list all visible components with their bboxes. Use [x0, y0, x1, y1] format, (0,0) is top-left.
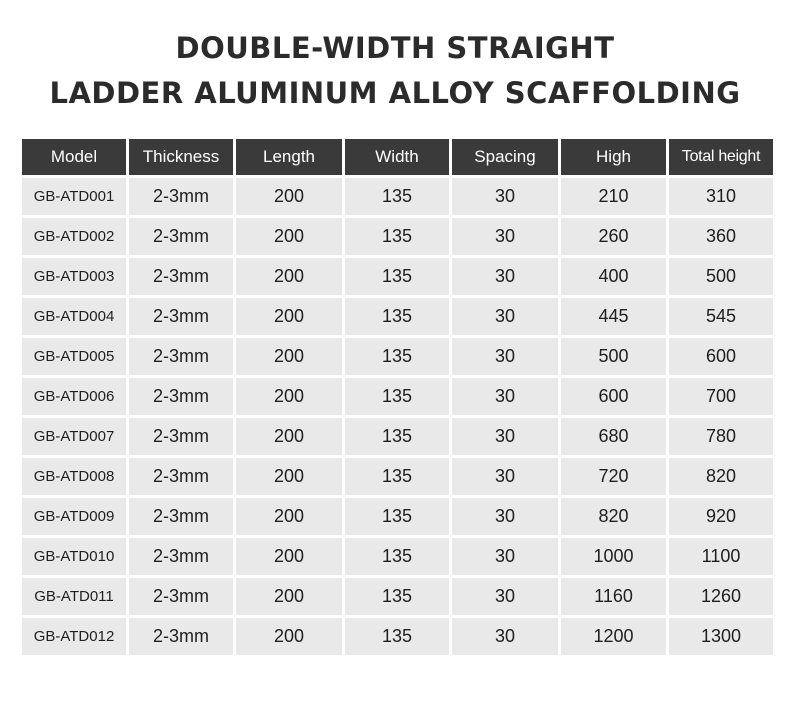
cell-length: 200 [236, 458, 342, 495]
cell-thickness: 2-3mm [129, 498, 233, 535]
cell-spacing: 30 [452, 578, 558, 615]
cell-length: 200 [236, 258, 342, 295]
cell-total-height: 360 [669, 218, 773, 255]
cell-thickness: 2-3mm [129, 218, 233, 255]
cell-spacing: 30 [452, 538, 558, 575]
spec-table-body [22, 178, 773, 655]
table-row [22, 258, 773, 295]
cell-width: 135 [345, 498, 449, 535]
cell-model: GB-ATD011 [22, 578, 126, 615]
column-header-thickness: Thickness [129, 139, 233, 175]
cell-total-height: 500 [669, 258, 773, 295]
cell-length: 200 [236, 338, 342, 375]
cell-total-height: 780 [669, 418, 773, 455]
table-row [22, 218, 773, 255]
cell-high: 680 [561, 418, 666, 455]
cell-high: 1200 [561, 618, 666, 655]
cell-length: 200 [236, 538, 342, 575]
cell-width: 135 [345, 298, 449, 335]
cell-high: 1160 [561, 578, 666, 615]
cell-width: 135 [345, 218, 449, 255]
cell-model: GB-ATD009 [22, 498, 126, 535]
cell-length: 200 [236, 418, 342, 455]
cell-total-height: 700 [669, 378, 773, 415]
table-row [22, 298, 773, 335]
cell-total-height: 820 [669, 458, 773, 495]
page-title-line-2: LADDER ALUMINUM ALLOY SCAFFOLDING [49, 76, 741, 110]
cell-thickness: 2-3mm [129, 258, 233, 295]
cell-model: GB-ATD002 [22, 218, 126, 255]
cell-thickness: 2-3mm [129, 618, 233, 655]
cell-spacing: 30 [452, 418, 558, 455]
cell-thickness: 2-3mm [129, 338, 233, 375]
spec-table [19, 136, 776, 658]
cell-total-height: 1300 [669, 618, 773, 655]
cell-model: GB-ATD012 [22, 618, 126, 655]
cell-high: 1000 [561, 538, 666, 575]
cell-width: 135 [345, 578, 449, 615]
table-row [22, 618, 773, 655]
cell-length: 200 [236, 298, 342, 335]
cell-spacing: 30 [452, 218, 558, 255]
cell-total-height: 545 [669, 298, 773, 335]
cell-total-height: 1100 [669, 538, 773, 575]
cell-width: 135 [345, 178, 449, 215]
cell-total-height: 310 [669, 178, 773, 215]
cell-spacing: 30 [452, 338, 558, 375]
cell-spacing: 30 [452, 178, 558, 215]
cell-thickness: 2-3mm [129, 458, 233, 495]
cell-thickness: 2-3mm [129, 538, 233, 575]
spec-table-header [22, 139, 773, 175]
cell-model: GB-ATD008 [22, 458, 126, 495]
cell-thickness: 2-3mm [129, 178, 233, 215]
cell-spacing: 30 [452, 378, 558, 415]
cell-model: GB-ATD003 [22, 258, 126, 295]
column-header-spacing: Spacing [452, 139, 558, 175]
cell-width: 135 [345, 618, 449, 655]
cell-spacing: 30 [452, 498, 558, 535]
cell-total-height: 1260 [669, 578, 773, 615]
cell-model: GB-ATD006 [22, 378, 126, 415]
cell-spacing: 30 [452, 298, 558, 335]
column-header-total-height: Total height [669, 139, 773, 175]
table-row [22, 378, 773, 415]
cell-high: 210 [561, 178, 666, 215]
header-row [22, 139, 773, 175]
cell-model: GB-ATD001 [22, 178, 126, 215]
cell-high: 600 [561, 378, 666, 415]
cell-length: 200 [236, 618, 342, 655]
cell-width: 135 [345, 378, 449, 415]
cell-width: 135 [345, 338, 449, 375]
cell-thickness: 2-3mm [129, 378, 233, 415]
cell-high: 260 [561, 218, 666, 255]
cell-spacing: 30 [452, 618, 558, 655]
table-row [22, 578, 773, 615]
table-row [22, 538, 773, 575]
cell-width: 135 [345, 418, 449, 455]
page-title-line-1: DOUBLE-WIDTH STRAIGHT [175, 31, 615, 65]
column-header-high: High [561, 139, 666, 175]
column-header-width: Width [345, 139, 449, 175]
cell-high: 400 [561, 258, 666, 295]
cell-model: GB-ATD004 [22, 298, 126, 335]
table-row [22, 338, 773, 375]
cell-spacing: 30 [452, 458, 558, 495]
cell-width: 135 [345, 538, 449, 575]
cell-width: 135 [345, 458, 449, 495]
cell-length: 200 [236, 178, 342, 215]
cell-length: 200 [236, 498, 342, 535]
table-row [22, 418, 773, 455]
cell-thickness: 2-3mm [129, 578, 233, 615]
cell-high: 820 [561, 498, 666, 535]
cell-total-height: 600 [669, 338, 773, 375]
cell-length: 200 [236, 378, 342, 415]
column-header-length: Length [236, 139, 342, 175]
cell-high: 720 [561, 458, 666, 495]
cell-model: GB-ATD005 [22, 338, 126, 375]
cell-model: GB-ATD007 [22, 418, 126, 455]
column-header-model: Model [22, 139, 126, 175]
cell-spacing: 30 [452, 258, 558, 295]
table-row [22, 498, 773, 535]
table-row [22, 458, 773, 495]
cell-length: 200 [236, 578, 342, 615]
cell-high: 500 [561, 338, 666, 375]
table-row [22, 178, 773, 215]
cell-length: 200 [236, 218, 342, 255]
cell-total-height: 920 [669, 498, 773, 535]
cell-model: GB-ATD010 [22, 538, 126, 575]
cell-thickness: 2-3mm [129, 298, 233, 335]
cell-thickness: 2-3mm [129, 418, 233, 455]
cell-width: 135 [345, 258, 449, 295]
cell-high: 445 [561, 298, 666, 335]
